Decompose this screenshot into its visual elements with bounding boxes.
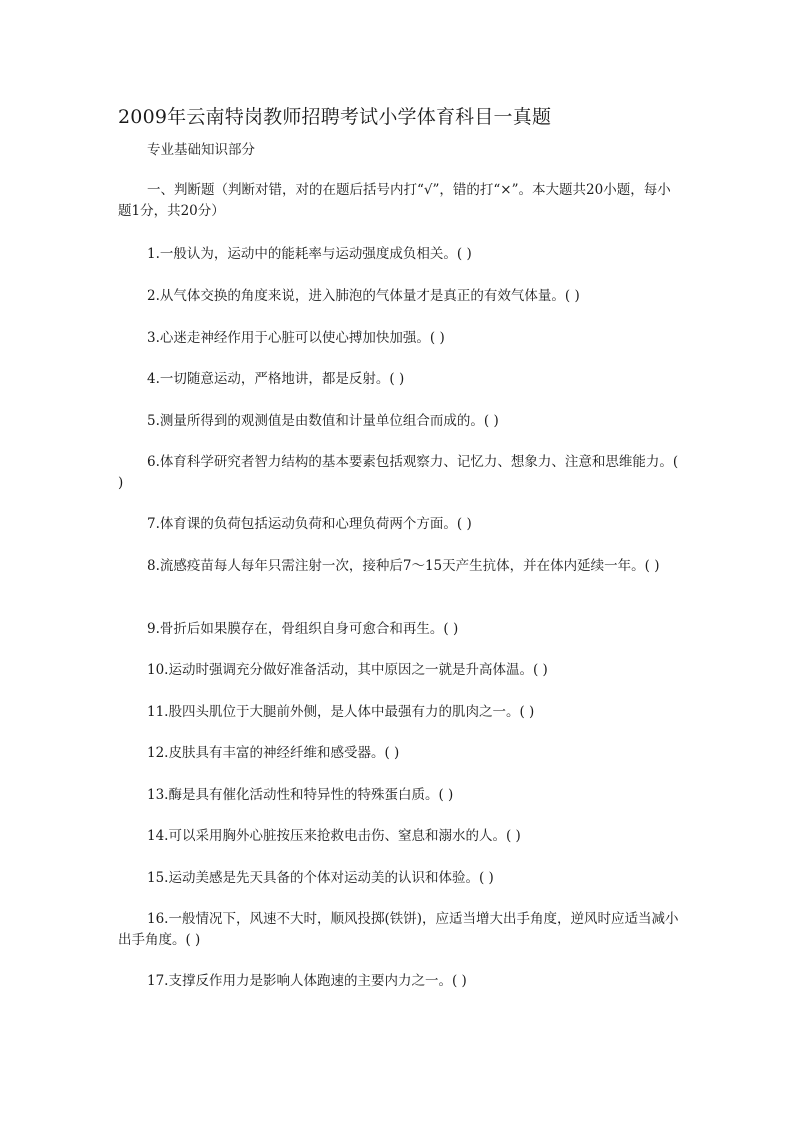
question-item: 9.骨折后如果膜存在，骨组织自身可愈合和再生。( ) [147, 621, 459, 637]
instructions: 一、判断题（判断对错，对的在题后括号内打“√”，错的打“×”。本大题共20小题，每小题1分，共20分） [118, 182, 671, 219]
question-item: 2.从气体交换的角度来说，进入肺泡的气体量才是真正的有效气体量。( ) [147, 288, 580, 304]
question-item: 10.运动时强调充分做好准备活动，其中原因之一就是升高体温。( ) [147, 662, 548, 678]
question-item: 6.体育科学研究者智力结构的基本要素包括观察力、记忆力、想象力、注意和思维能力。( ) [118, 454, 679, 491]
question-item: 1.一般认为，运动中的能耗率与运动强度成负相关。( ) [147, 246, 472, 262]
question-item: 14.可以采用胸外心脏按压来抢救电击伤、窒息和溺水的人。( ) [147, 828, 521, 844]
question-item: 16.一般情况下，风速不大时，顺风投掷(铁饼)，应适当增大出手角度，逆风时应适当减小出手角度。( ) [118, 911, 679, 948]
section-heading: 专业基础知识部分 [147, 142, 255, 158]
question-item: 15.运动美感是先天具备的个体对运动美的认识和体验。( ) [147, 870, 494, 886]
document-title: 2009年云南特岗教师招聘考试小学体育科目一真题 [118, 106, 552, 128]
question-item: 3.心迷走神经作用于心脏可以使心搏加快加强。( ) [147, 330, 445, 346]
question-item: 5.测量所得到的观测值是由数值和计量单位组合而成的。( ) [147, 413, 499, 429]
question-item: 11.股四头肌位于大腿前外侧，是人体中最强有力的肌肉之一。( ) [147, 704, 535, 720]
question-item: 13.酶是具有催化活动性和特异性的特殊蛋白质。( ) [147, 787, 454, 803]
question-item: 17.支撑反作用力是影响人体跑速的主要内力之一。( ) [147, 973, 467, 989]
question-item: 7.体育课的负荷包括运动负荷和心理负荷两个方面。( ) [147, 516, 472, 532]
question-item: 8.流感疫苗每人每年只需注射一次，接种后7～15天产生抗体，并在体内延续一年。( ) [147, 558, 660, 574]
question-item: 4.一切随意运动，严格地讲，都是反射。( ) [147, 371, 405, 387]
question-item: 12.皮肤具有丰富的神经纤维和感受器。( ) [147, 745, 400, 761]
